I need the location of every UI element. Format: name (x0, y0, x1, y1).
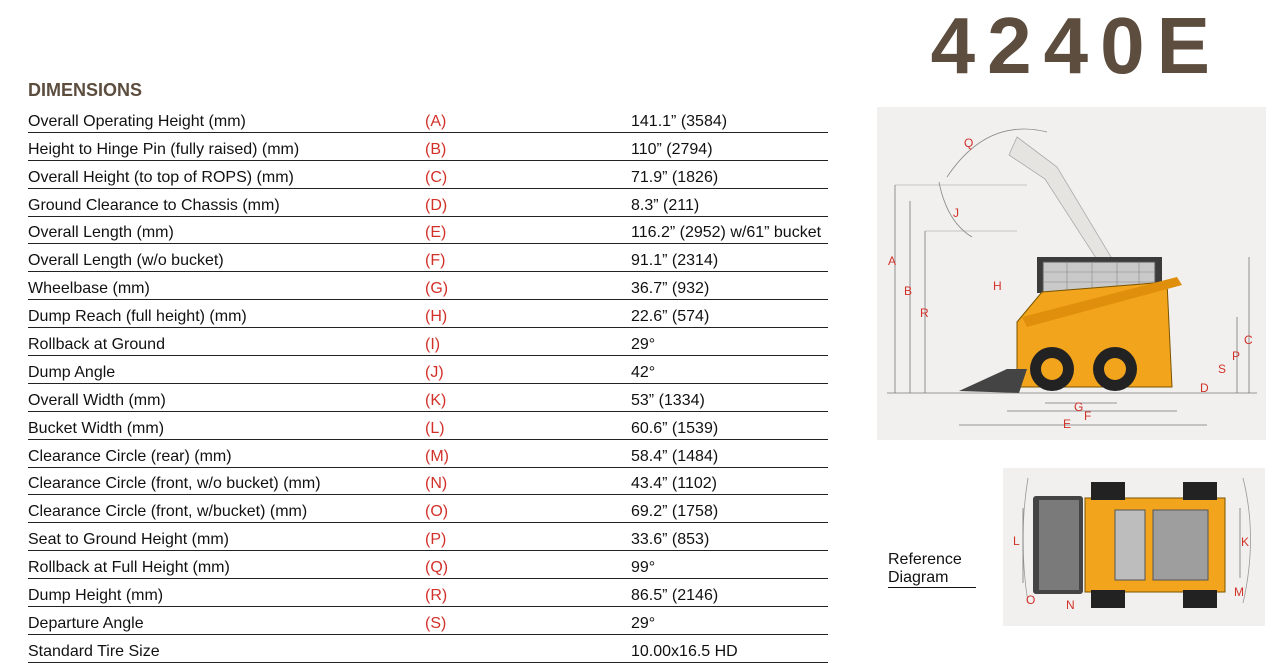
dimension-code: (Q) (425, 551, 631, 579)
diagram-label-o: O (1026, 593, 1036, 607)
dimension-row (28, 160, 828, 188)
dimension-value: 60.6” (1539) (631, 411, 828, 439)
diagram-label-d: D (1200, 381, 1209, 395)
top-view-diagram (1003, 468, 1265, 626)
diagram-label-e: E (1063, 417, 1072, 431)
dimension-code: (F) (425, 244, 631, 272)
dimension-value: 8.3” (211) (631, 188, 828, 216)
diagram-label-g: G (1074, 400, 1084, 414)
dimension-code: (H) (425, 300, 631, 328)
diagram-label-p: P (1232, 349, 1241, 363)
diagram-label-s: S (1218, 362, 1227, 376)
dimension-code: (G) (425, 272, 631, 300)
dimension-name: Dump Height (mm) (28, 579, 425, 607)
diagram-label-f: F (1084, 409, 1092, 423)
diagram-label-k: K (1241, 535, 1250, 549)
dimension-name: Dump Reach (full height) (mm) (28, 300, 425, 328)
dimension-value: 53” (1334) (631, 383, 828, 411)
dimension-value: 69.2” (1758) (631, 495, 828, 523)
dimension-value: 43.4” (1102) (631, 467, 828, 495)
dimension-value: 86.5” (2146) (631, 579, 828, 607)
diagram-label-m: M (1234, 585, 1244, 599)
dimension-row (28, 383, 828, 411)
dimension-row (28, 328, 828, 356)
dimension-value: 22.6” (574) (631, 300, 828, 328)
dimension-name: Dump Angle (28, 356, 425, 384)
dimension-row (28, 411, 828, 439)
dimension-name: Clearance Circle (rear) (mm) (28, 439, 425, 467)
dimension-row (28, 216, 828, 244)
dimension-row (28, 467, 828, 495)
dimension-value: 141.1” (3584) (631, 105, 828, 132)
dimension-name: Overall Height (to top of ROPS) (mm) (28, 160, 425, 188)
dimension-row (28, 300, 828, 328)
dimension-value: 99° (631, 551, 828, 579)
dimension-name: Seat to Ground Height (mm) (28, 523, 425, 551)
dimension-code: (J) (425, 356, 631, 384)
dimension-row (28, 244, 828, 272)
dimension-name: Ground Clearance to Chassis (mm) (28, 188, 425, 216)
dimension-row (28, 495, 828, 523)
dimension-code: (K) (425, 383, 631, 411)
dimension-code: (N) (425, 467, 631, 495)
dimension-value: 110” (2794) (631, 132, 828, 160)
dimension-value: 29° (631, 607, 828, 635)
diagram-label-b: B (904, 284, 913, 298)
dimension-name: Rollback at Full Height (mm) (28, 551, 425, 579)
dimension-value: 116.2” (2952) w/61” bucket (631, 216, 828, 244)
dimension-code: (M) (425, 439, 631, 467)
dimension-name: Rollback at Ground (28, 328, 425, 356)
dimensions-table (28, 105, 828, 663)
diagram-label-n: N (1066, 598, 1075, 612)
model-title: 4240E (930, 1, 1222, 90)
dimension-code: (P) (425, 523, 631, 551)
diagram-label-h: H (993, 279, 1002, 293)
dimension-row (28, 607, 828, 635)
dimension-row (28, 272, 828, 300)
side-view-diagram (877, 107, 1266, 440)
dimension-code: (B) (425, 132, 631, 160)
dimension-value: 71.9” (1826) (631, 160, 828, 188)
dimension-name: Overall Operating Height (mm) (28, 105, 425, 132)
reference-label-line1: Reference (888, 551, 962, 568)
dimension-row (28, 634, 828, 662)
dimension-code: (A) (425, 105, 631, 132)
dimension-value: 36.7” (932) (631, 272, 828, 300)
dimension-value: 29° (631, 328, 828, 356)
dimension-code: (D) (425, 188, 631, 216)
dimension-code: (E) (425, 216, 631, 244)
dimension-value: 58.4” (1484) (631, 439, 828, 467)
dimension-row (28, 356, 828, 384)
dimension-row (28, 439, 828, 467)
dimension-row (28, 523, 828, 551)
dimension-row (28, 132, 828, 160)
dimension-name: Bucket Width (mm) (28, 411, 425, 439)
dimension-value: 91.1” (2314) (631, 244, 828, 272)
dimension-row (28, 105, 828, 132)
dimension-name: Height to Hinge Pin (fully raised) (mm) (28, 132, 425, 160)
dimension-name: Clearance Circle (front, w/bucket) (mm) (28, 495, 425, 523)
reference-diagram-label (888, 551, 976, 588)
dimension-row (28, 188, 828, 216)
dimension-code: (O) (425, 495, 631, 523)
dimension-value: 33.6” (853) (631, 523, 828, 551)
diagram-label-j: J (953, 206, 959, 220)
dimension-code (425, 634, 631, 662)
reference-label-line2: Diagram (888, 569, 976, 588)
dimension-name: Overall Length (mm) (28, 216, 425, 244)
dimension-name: Departure Angle (28, 607, 425, 635)
dimension-name: Overall Width (mm) (28, 383, 425, 411)
dimension-name: Clearance Circle (front, w/o bucket) (mm) (28, 467, 425, 495)
diagram-label-q: Q (964, 136, 974, 150)
diagram-label-a: A (888, 254, 897, 268)
dimension-row (28, 551, 828, 579)
diagram-label-r: R (920, 306, 929, 320)
dimension-name: Overall Length (w/o bucket) (28, 244, 425, 272)
dimension-code: (R) (425, 579, 631, 607)
section-title: DIMENSIONS (28, 80, 143, 100)
dimension-code: (L) (425, 411, 631, 439)
diagram-label-c: C (1244, 333, 1253, 347)
dimension-code: (S) (425, 607, 631, 635)
dimension-name: Standard Tire Size (28, 634, 425, 662)
dimension-row (28, 579, 828, 607)
dimension-code: (I) (425, 328, 631, 356)
dimension-name: Wheelbase (mm) (28, 272, 425, 300)
dimension-code: (C) (425, 160, 631, 188)
dimension-value: 42° (631, 356, 828, 384)
diagram-label-l: L (1013, 534, 1020, 548)
dimension-value: 10.00x16.5 HD (631, 634, 828, 662)
